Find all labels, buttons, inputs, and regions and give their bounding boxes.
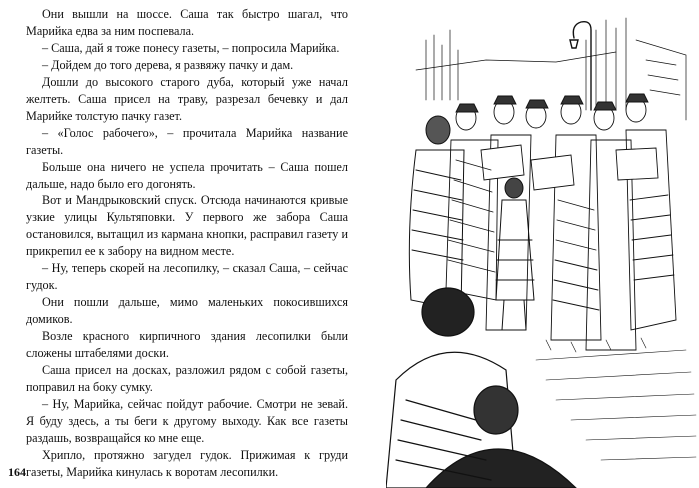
workers-crowd bbox=[446, 94, 676, 350]
crowd-illustration bbox=[386, 0, 699, 488]
paragraph: Саша присел на досках, разложил рядом с собой газеты, поправил на боку сумку. bbox=[26, 363, 348, 394]
paragraph: Они пошли дальше, мимо маленьких покосившихся домиков. bbox=[26, 295, 348, 327]
paragraph: Хрипло, протяжно загудел гудок. Прижимая к груди газеты, Марийка кинулась к воротам лесопилки. bbox=[26, 447, 348, 479]
woman-figure bbox=[409, 116, 464, 310]
paragraph: – «Голос рабочего», – прочитала Марийка название газеты. bbox=[26, 125, 348, 157]
foreground-figures bbox=[386, 288, 576, 488]
paragraph: Возле красного кирпичного здания лесопилки были сложены штабелями доски. bbox=[26, 329, 348, 361]
text-column bbox=[26, 6, 348, 481]
paragraph: Они вышли на шоссе. Саша так быстро шагал, что Марийка едва за ним поспевала. bbox=[26, 7, 348, 38]
paragraph: – Дойдем до того дерева, я развяжу пачку и дам. bbox=[42, 57, 294, 72]
paragraph: – Ну, Марийка, сейчас пойдут рабочие. Смотри не зевай. Я буду здесь, а ты беги к другому выходу. Как все газеты раздашь, возвращайся ко мне еще. bbox=[26, 396, 348, 445]
background-buildings bbox=[416, 18, 686, 120]
ground-hatching bbox=[536, 338, 696, 460]
paragraph: Дошли до высокого старого дуба, который уже начал желтеть. Саша присел на траву, разрезал бечевку и дал Марийке толстую пачку газет. bbox=[26, 74, 348, 123]
paragraph: – Саша, дай я тоже понесу газеты, – попросила Марийка. bbox=[42, 40, 340, 55]
paragraph: Вот и Мандрыковский спуск. Отсюда начинаются кривые узкие улицы Культяповки. У первого же забора Саша остановился, вытащил из кармана кнопки, расправил газету и прикрепил ее к забору на видном месте. bbox=[26, 193, 348, 259]
paragraph: Больше она ничего не успела прочитать – Саша пошел дальше, надо было его догонять. bbox=[26, 159, 348, 191]
page-number: 164 bbox=[8, 465, 26, 479]
paragraph: – Ну, теперь скорей на лесопилку, – сказал Саша, – сейчас гудок. bbox=[26, 261, 348, 293]
